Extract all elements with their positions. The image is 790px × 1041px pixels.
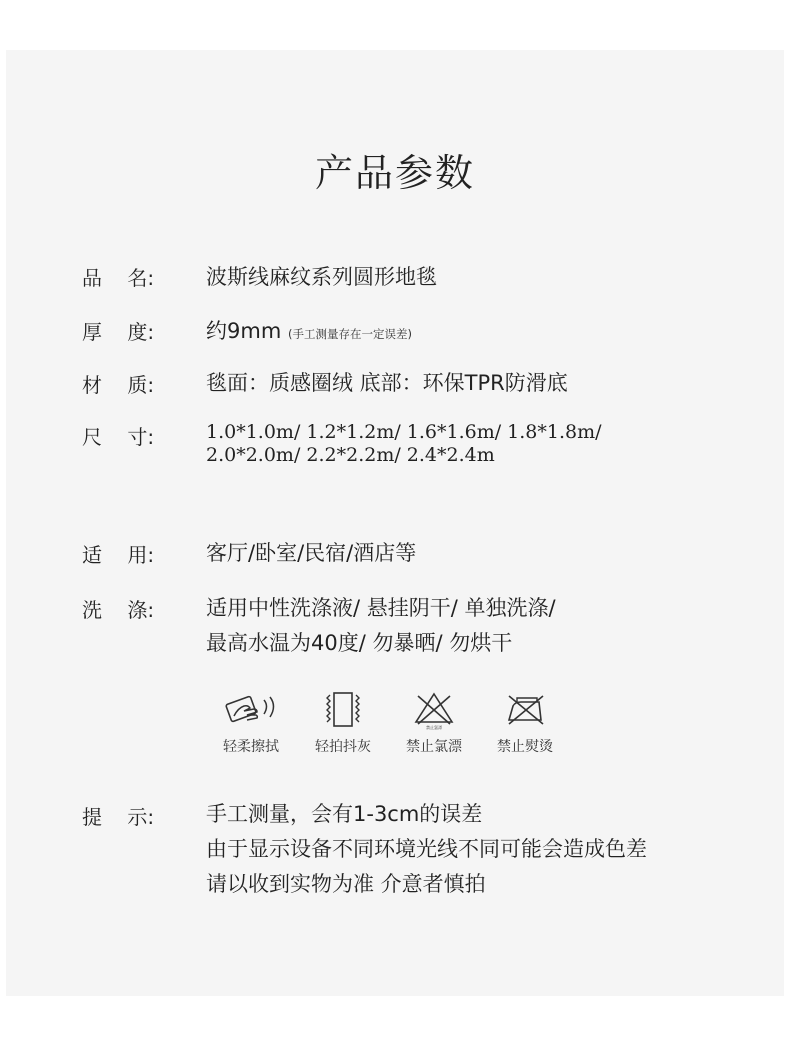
value-tips-line2: 由于显示设备不同环境光线不同可能会造成色差 <box>206 837 647 861</box>
care-item <box>206 690 296 756</box>
hand-wipe-icon <box>220 690 282 730</box>
label-material: 材 质: <box>82 373 155 397</box>
label-tips: 提 示: <box>82 805 155 829</box>
no-iron-icon <box>503 690 547 730</box>
label-thickness: 厚 度: <box>82 320 155 344</box>
care-item <box>480 690 570 756</box>
thickness-value: 约9mm <box>206 319 282 343</box>
label-size: 尺 寸: <box>82 425 155 449</box>
label-name: 品 名: <box>82 266 155 290</box>
value-usage: 客厅/卧室/民宿/酒店等 <box>206 541 417 565</box>
value-size-line1: 1.0*1.0m/ 1.2*1.2m/ 1.6*1.6m/ 1.8*1.8m/ <box>206 421 602 443</box>
care-caption: 禁止氯漂 <box>406 739 462 755</box>
value-size-line2: 2.0*2.0m/ 2.2*2.2m/ 2.4*2.4m <box>206 444 495 466</box>
pat-dust-icon <box>323 690 363 730</box>
page-title: 产品参数 <box>314 151 475 195</box>
value-tips-line3: 请以收到实物为准 介意者慎拍 <box>206 872 486 896</box>
value-thickness <box>206 315 412 345</box>
thickness-note: (手工测量存在一定误差) <box>287 327 412 341</box>
no-bleach-tiny-text: 禁止氯漂 <box>426 725 442 730</box>
care-caption: 禁止熨烫 <box>497 739 553 755</box>
value-washing-line2: 最高水温为40度/ 勿暴晒/ 勿烘干 <box>206 631 513 655</box>
care-icons <box>0 690 790 770</box>
value-tips-line1: 手工测量，会有1-3cm的误差 <box>206 802 483 826</box>
value-name: 波斯线麻纹系列圆形地毯 <box>206 265 437 289</box>
care-caption: 轻柔擦拭 <box>223 739 279 755</box>
label-washing: 洗 涤: <box>82 598 155 622</box>
no-bleach-icon <box>412 690 456 730</box>
value-washing-line1: 适用中性洗涤液/ 悬挂阴干/ 单独洗涤/ <box>206 596 556 620</box>
value-material: 毯面：质感圈绒 底部：环保TPR防滑底 <box>206 371 568 395</box>
care-item <box>389 690 479 756</box>
care-item <box>298 690 388 756</box>
label-usage: 适 用: <box>82 543 155 567</box>
care-caption: 轻拍抖灰 <box>315 739 371 755</box>
